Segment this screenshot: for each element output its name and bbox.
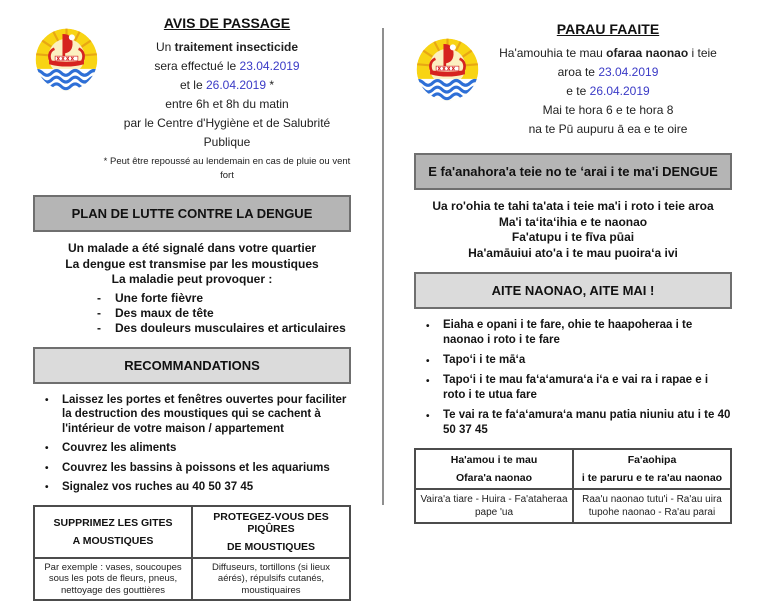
treatment-date-2: 26.04.2019 [206,78,266,92]
tahitian-intro [484,16,732,139]
intro-line: Mai te hora 6 e te hora 8 [484,101,732,120]
recommendation-item: • Signalez vos ruches au 40 50 37 45 [33,480,351,495]
alert-line: Ha'amāuiui ato'a i te mau puoiraʻa ivi [414,246,732,262]
french-title: AVIS DE PASSAGE [103,15,351,31]
table-cell: Vaira'a tiare - Huira - Fa'ataheraa pape 'ua [415,489,573,523]
table-header-cell: Fa'aohipa i te paruru e te ra'au naonao [573,449,731,489]
alert-paragraph [33,241,351,288]
table-header-row [415,449,731,489]
table-header-row [34,506,350,558]
recommendation-item: • Couvrez les aliments [33,441,351,456]
alert-line: Fa'atupu i te fīva pūai [414,230,732,246]
table-cell: Par exemple : vases, soucoupes sous les pots de fleurs, pneus, nettoyage des gouttières [34,558,192,601]
column-divider [382,28,384,505]
french-header [33,10,351,183]
footnote: * Peut être repoussé au lendemain en cas de pluie ou vent fort [103,155,351,183]
recommendation-list [33,393,351,495]
symptom-item: - Des maux de tête [97,306,351,321]
alert-line: Ua ro'ohia te tahi ta'ata i teie ma'i i roto i teie aroa [414,199,732,215]
tahitian-title: PARAU FAAITE [484,21,732,37]
section-heading-aite-naonao: AITE NAONAO, AITE MAI ! [414,272,732,309]
table-row [34,558,350,601]
alert-line: La maladie peut provoquer : [33,272,351,288]
french-polynesia-emblem-icon [33,10,103,98]
symptom-item: - Des douleurs musculaires et articulaires [97,321,351,336]
symptom-list [97,291,351,336]
intro-line: aroa te 23.04.2019 [484,63,732,82]
french-intro [103,10,351,183]
treatment-date-1: 23.04.2019 [598,65,658,79]
section-heading-plan-dengue: PLAN DE LUTTE CONTRE LA DENGUE [33,195,351,232]
alert-line: La dengue est transmise par les moustiques [33,257,351,273]
alert-line: Un malade a été signalé dans votre quartier [33,241,351,257]
recommendation-item: • Te vai ra te faʻaʻamuraʻa manu patia niuniu atu i te 40 50 37 45 [414,408,732,438]
table-row [415,489,731,523]
intro-line: sera effectué le 23.04.2019 [103,57,351,76]
recommendation-item: • Couvrez les bassins à poissons et les aquariums [33,461,351,476]
recommendation-item: • Tapoʻi i te mau faʻaʻamuraʻa iʻa e vai ra i rapae e i roto i te utua fare [414,373,732,403]
tahitian-column [414,16,732,524]
alert-line: Ma'i taʻitaʻihia e te naonao [414,215,732,231]
section-heading-recommandations: RECOMMANDATIONS [33,347,351,384]
section-heading-dengue-tahitian: E fa'anahora'a teie no te ʻarai i te ma'i DENGUE [414,153,732,190]
french-column [33,10,351,601]
intro-line: par le Centre d'Hygiène et de Salubrité Publique [103,114,351,152]
table-header-cell: Ha'amou i te mau Ofara'a naonao [415,449,573,489]
symptom-item: - Une forte fièvre [97,291,351,306]
recommendation-list [414,318,732,438]
intro-line: entre 6h et 8h du matin [103,95,351,114]
recommendation-item: • Eiaha e opani i te fare, ohie te haapoheraa i te naonao i roto i te fare [414,318,732,348]
table-cell: Diffuseurs, tortillons (si lieux aérés), répulsifs cutanés, moustiquaires [192,558,350,601]
treatment-date-1: 23.04.2019 [240,59,300,73]
table-header-cell: PROTEGEZ-VOUS DES PIQÛRES DE MOUSTIQUES [192,506,350,558]
french-advice-table [33,505,351,601]
intro-line: e te 26.04.2019 [484,82,732,101]
intro-line: et le 26.04.2019 * [103,76,351,95]
tahitian-advice-table [414,448,732,524]
treatment-date-2: 26.04.2019 [590,84,650,98]
intro-line: na te Pū aupuru ā ea e te oire [484,120,732,139]
intro-line: Ha'amouhia te mau ofaraa naonao i teie [484,44,732,63]
intro-line: Un traitement insecticide [103,38,351,57]
french-polynesia-emblem-icon [414,16,484,108]
recommendation-item: • Tapoʻi i te māʻa [414,353,732,368]
recommendation-item: • Laissez les portes et fenêtres ouvertes pour faciliter la destruction des moustiques qui se cachent à l'intérieur de votre maison / appartement [33,393,351,437]
table-header-cell: SUPPRIMEZ LES GITES A MOUSTIQUES [34,506,192,558]
tahitian-header [414,16,732,139]
table-cell: Raa'u naonao tutu'i - Ra'au uira tupohe naonao - Ra'au parai [573,489,731,523]
alert-paragraph [414,199,732,261]
